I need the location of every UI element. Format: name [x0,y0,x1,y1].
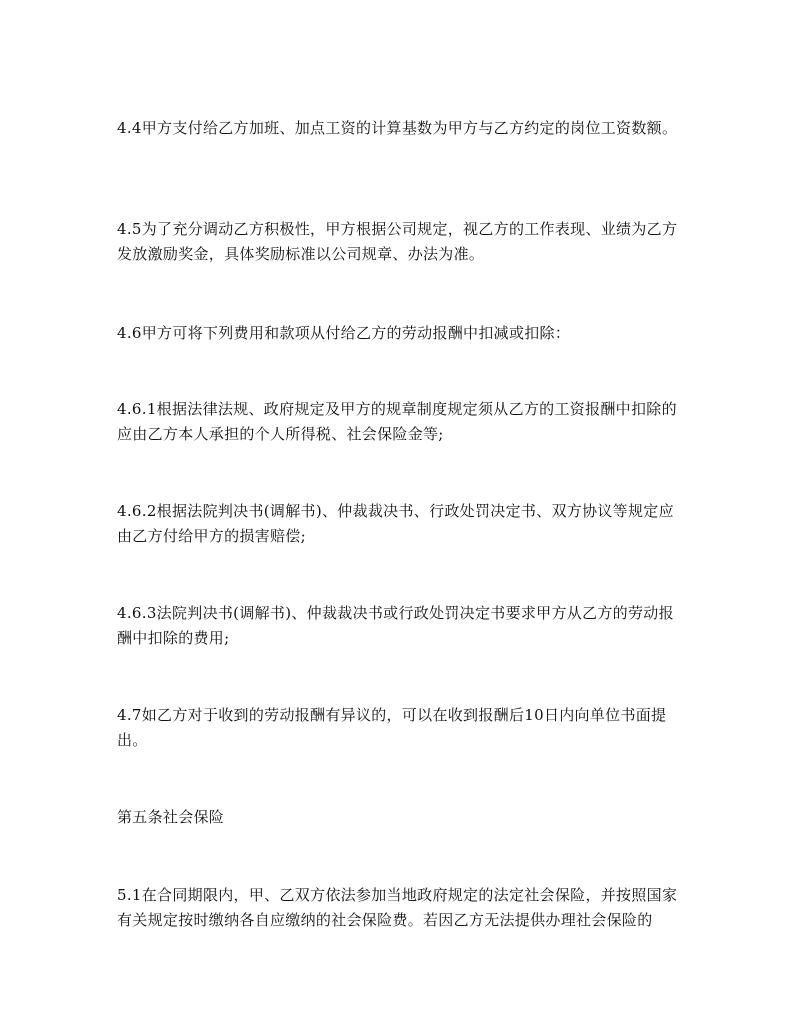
clause-5-1: 5.1在合同期限内，甲、乙双方依法参加当地政府规定的法定社会保险，并按照国家有关规定按时缴纳各自应缴纳的社会保险费。若因乙方无法提供办理社会保险的 [117,886,678,929]
clause-4-7: 4.7如乙方对于收到的劳动报酬有异议的，可以在收到报酬后10日内向单位书面提出。 [117,706,667,749]
clause-4-6-3: 4.6.3法院判决书(调解书)、仲裁裁决书或行政处罚决定书要求甲方从乙方的劳动报酬中扣除的费用; [117,604,674,647]
clause-4-6-1: 4.6.1根据法律法规、政府规定及甲方的规章制度规定须从乙方的工资报酬中扣除的应由乙方本人承担的个人所得税、社会保险金等; [117,400,677,443]
section-heading-article-5: 第五条社会保险 [117,808,225,826]
clause-4-6-2: 4.6.2根据法院判决书(调解书)、仲裁裁决书、行政处罚决定书、双方协议等规定应由乙方付给甲方的损害赔偿; [117,502,674,545]
clause-4-6: 4.6甲方可将下列费用和款项从付给乙方的劳动报酬中扣减或扣除： [117,324,571,342]
clause-4-5: 4.5为了充分调动乙方积极性，甲方根据公司规定，视乙方的工作表现、业绩为乙方发放激励奖金，具体奖励标准以公司规章、办法为准。 [117,220,678,263]
clause-4-4: 4.4甲方支付给乙方加班、加点工资的计算基数为甲方与乙方约定的岗位工资数额。 [117,119,678,137]
